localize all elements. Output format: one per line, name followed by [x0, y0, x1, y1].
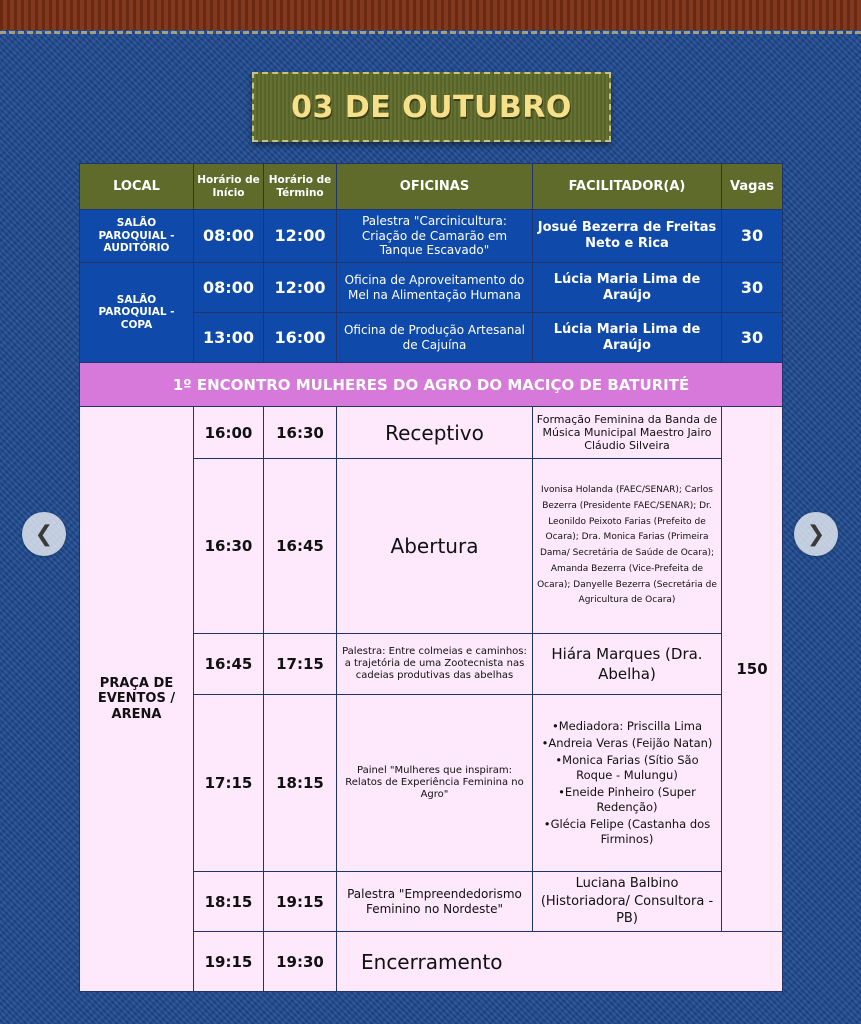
page-title: 03 DE OUTUBRO: [291, 89, 572, 125]
facilitator-item: •Glécia Felipe (Castanha dos Firminos): [543, 816, 711, 846]
start-time-cell: 08:00: [194, 263, 264, 313]
end-time-cell: 12:00: [264, 263, 337, 313]
start-time-cell: 18:15: [194, 872, 264, 932]
vacancies-cell: 150: [722, 407, 783, 932]
local-cell: SALÃO PAROQUIAL - COPA: [80, 263, 194, 363]
local-cell: SALÃO PAROQUIAL - AUDITÓRIO: [80, 210, 194, 263]
facilitator-item: •Monica Farias (Sítio São Roque - Mulungu): [555, 753, 699, 783]
end-time-cell: 16:00: [264, 313, 337, 363]
end-time-cell: 17:15: [264, 634, 337, 695]
end-time-cell: 18:15: [264, 695, 337, 872]
local-cell: PRAÇA DE EVENTOS / ARENA: [80, 407, 194, 992]
facilitator-cell: Hiára Marques (Dra. Abelha): [533, 634, 722, 695]
facilitator-cell: Lúcia Maria Lima de Araújo: [533, 313, 722, 363]
section-row: [80, 363, 783, 407]
start-time-cell: 17:15: [194, 695, 264, 872]
schedule-table: [79, 163, 783, 992]
prev-slide-button[interactable]: [22, 512, 66, 556]
workshop-cell: Abertura: [337, 459, 533, 634]
vacancies-cell: 30: [722, 313, 783, 363]
workshop-cell: Palestra "Empreendedorismo Feminino no Nordeste": [337, 872, 533, 932]
stitch-line: [0, 31, 861, 34]
header-vagas: Vagas: [722, 164, 783, 210]
workshop-cell: Oficina de Aproveitamento do Mel na Alimentação Humana: [337, 263, 533, 313]
table-row: [80, 263, 783, 313]
header-termino: Horário de Término: [264, 164, 337, 210]
facilitator-cell: [533, 695, 722, 872]
table-row: [80, 407, 783, 459]
header-oficinas: OFICINAS: [337, 164, 533, 210]
facilitator-item: •Andreia Veras (Feijão Natan): [541, 736, 713, 751]
start-time-cell: 08:00: [194, 210, 264, 263]
facilitator-item: •Mediadora: Priscilla Lima: [551, 719, 703, 734]
workshop-cell: Encerramento: [337, 932, 783, 992]
section-title: 1º ENCONTRO MULHERES DO AGRO DO MACIÇO DE BATURITÉ: [80, 363, 783, 407]
facilitator-cell: Josué Bezerra de Freitas Neto e Rica: [533, 210, 722, 263]
start-time-cell: 16:45: [194, 634, 264, 695]
start-time-cell: 19:15: [194, 932, 264, 992]
facilitator-item: •Eneide Pinheiro (Super Redenção): [558, 785, 696, 814]
workshop-cell: Palestra "Carcinicultura: Criação de Camarão em Tanque Escavado": [337, 210, 533, 263]
header-row: [80, 164, 783, 210]
facilitator-cell: Lúcia Maria Lima de Araújo: [533, 263, 722, 313]
end-time-cell: 19:30: [264, 932, 337, 992]
end-time-cell: 16:45: [264, 459, 337, 634]
facilitator-cell: Formação Feminina da Banda de Música Municipal Maestro Jairo Cláudio Silveira: [533, 407, 722, 459]
workshop-cell: Receptivo: [337, 407, 533, 459]
title-banner: [252, 72, 611, 142]
header-inicio: Horário de Início: [194, 164, 264, 210]
next-slide-button[interactable]: [794, 512, 838, 556]
header-facilitador: FACILITADOR(A): [533, 164, 722, 210]
start-time-cell: 16:00: [194, 407, 264, 459]
facilitator-cell: Ivonisa Holanda (FAEC/SENAR); Carlos Bezerra (Presidente FAEC/SENAR); Dr. Leonildo Peixoto Farias (Prefeito de Ocara); Dra. Monica Farias (Primeira Dama/ Secretária de Saúde de Ocara); Amanda Bezerra (Vice-Prefeita de Ocara); Danyelle Bezerra (Secretária de Agricultura de Ocara): [533, 459, 722, 634]
chevron-right-icon: ❯: [806, 521, 826, 547]
top-wood-border: [0, 0, 861, 30]
schedule-table-wrapper: [79, 163, 783, 992]
vacancies-cell: 30: [722, 210, 783, 263]
start-time-cell: 16:30: [194, 459, 264, 634]
chevron-left-icon: ❮: [34, 521, 54, 547]
end-time-cell: 19:15: [264, 872, 337, 932]
workshop-cell: Oficina de Produção Artesanal de Cajuína: [337, 313, 533, 363]
vacancies-cell: 30: [722, 263, 783, 313]
end-time-cell: 16:30: [264, 407, 337, 459]
workshop-cell: Palestra: Entre colmeias e caminhos: a trajetória de uma Zootecnista nas cadeias produtivas das abelhas: [337, 634, 533, 695]
table-row: [80, 210, 783, 263]
end-time-cell: 12:00: [264, 210, 337, 263]
header-local: LOCAL: [80, 164, 194, 210]
workshop-cell: Painel "Mulheres que inspiram: Relatos de Experiência Feminina no Agro": [337, 695, 533, 872]
start-time-cell: 13:00: [194, 313, 264, 363]
facilitator-cell: Luciana Balbino (Historiadora/ Consultora - PB): [533, 872, 722, 932]
